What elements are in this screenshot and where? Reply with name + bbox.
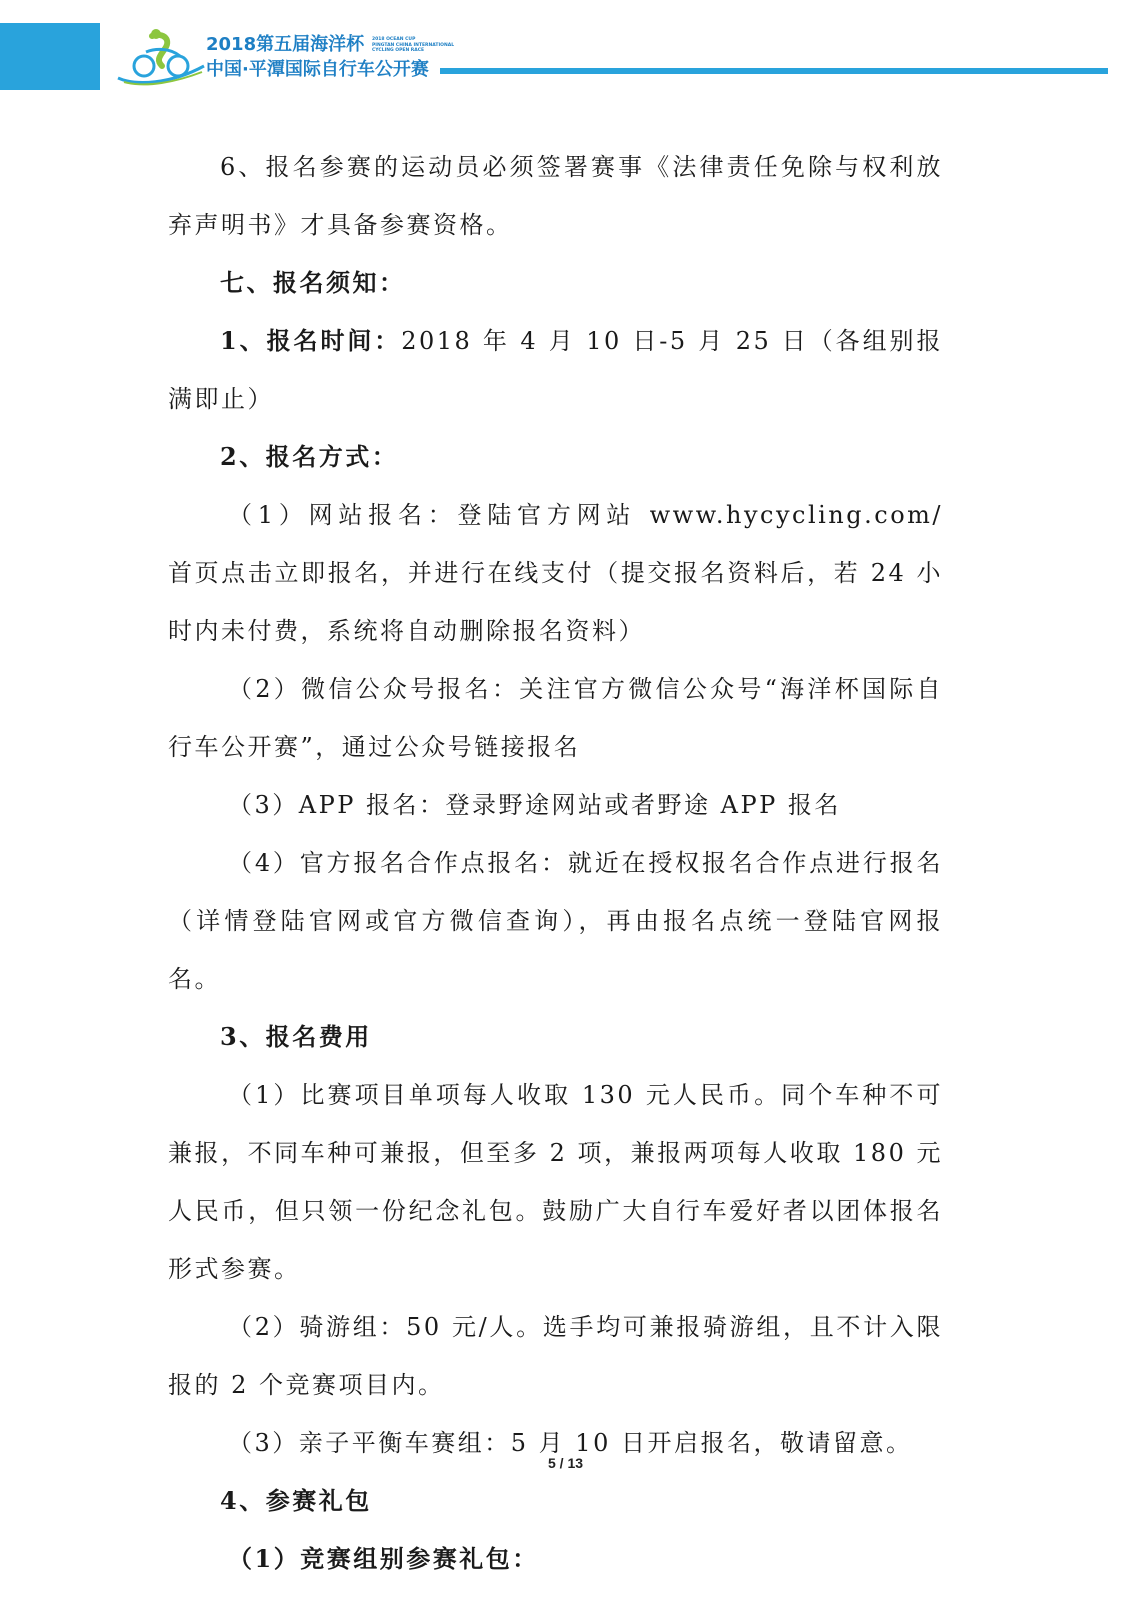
document-body [168,138,970,1588]
paragraph-fee-kids: （3）亲子平衡车赛组：5 月 10 日开启报名，敬请留意。 [228,1429,913,1457]
heading-registration-method: 2、报名方式： [220,442,399,471]
heading-registration-fee: 3、报名费用 [220,1022,372,1051]
header-rule [440,68,1108,74]
header-color-block [0,23,100,90]
registration-time-value: 2018 年 4 月 10 日-5 月 25 日（各组别报满即止） [168,327,943,413]
event-title-line1: 2018第五届海洋杯 [206,34,365,55]
event-logo [116,26,455,86]
paragraph-registration-time [168,312,943,428]
subheading-race-pack: （1）竞赛组别参赛礼包： [228,1544,539,1573]
event-title-line2: 中国·平潭国际自行车公开赛 [206,59,429,80]
paragraph-wechat-registration: （2）微信公众号报名：关注官方微信公众号“海洋杯国际自行车公开赛”，通过公众号链接报名 [168,675,943,761]
event-title-english [372,37,455,54]
paragraph-partner-registration: （4）官方报名合作点报名：就近在授权报名合作点进行报名（详情登陆官网或官方微信查询），再由报名点统一登陆官网报名。 [168,849,943,993]
section-heading-registration: 七、报名须知： [220,268,406,297]
cyclist-logo-icon [116,26,206,86]
paragraph-fee-tour: （2）骑游组：50 元/人。选手均可兼报骑游组，且不计入限报的 2 个竞赛项目内。 [168,1313,943,1399]
paragraph-waiver: 6、报名参赛的运动员必须签署赛事《法律责任免除与权利放弃声明书》才具备参赛资格。 [168,153,943,239]
paragraph-app-registration: （3）APP 报名：登录野途网站或者野途 APP 报名 [228,791,841,819]
label-registration-time: 1、报名时间： [220,326,402,355]
heading-race-pack: 4、参赛礼包 [220,1486,372,1515]
paragraph-fee-race: （1）比赛项目单项每人收取 130 元人民币。同个车种不可兼报，不同车种可兼报，但至多 2 项，兼报两项每人收取 180 元人民币，但只领一份纪念礼包。鼓励广大自行车爱好者以团体报名形式参赛。 [168,1081,943,1283]
english-title-line3: CYCLING OPEN RACE [372,48,425,53]
paragraph-website-registration: （1）网站报名：登陆官方网站 www.hycycling.com/ 首页点击立即报名，并进行在线支付（提交报名资料后，若 24 小时内未付费，系统将自动删除报名资料） [168,501,970,645]
english-title-line1: 2018 OCEAN CUP [372,37,416,42]
english-title-line2: PINGTAN CHINA INTERNATIONAL [372,42,455,48]
page-number: 5 / 13 [547,1455,584,1471]
